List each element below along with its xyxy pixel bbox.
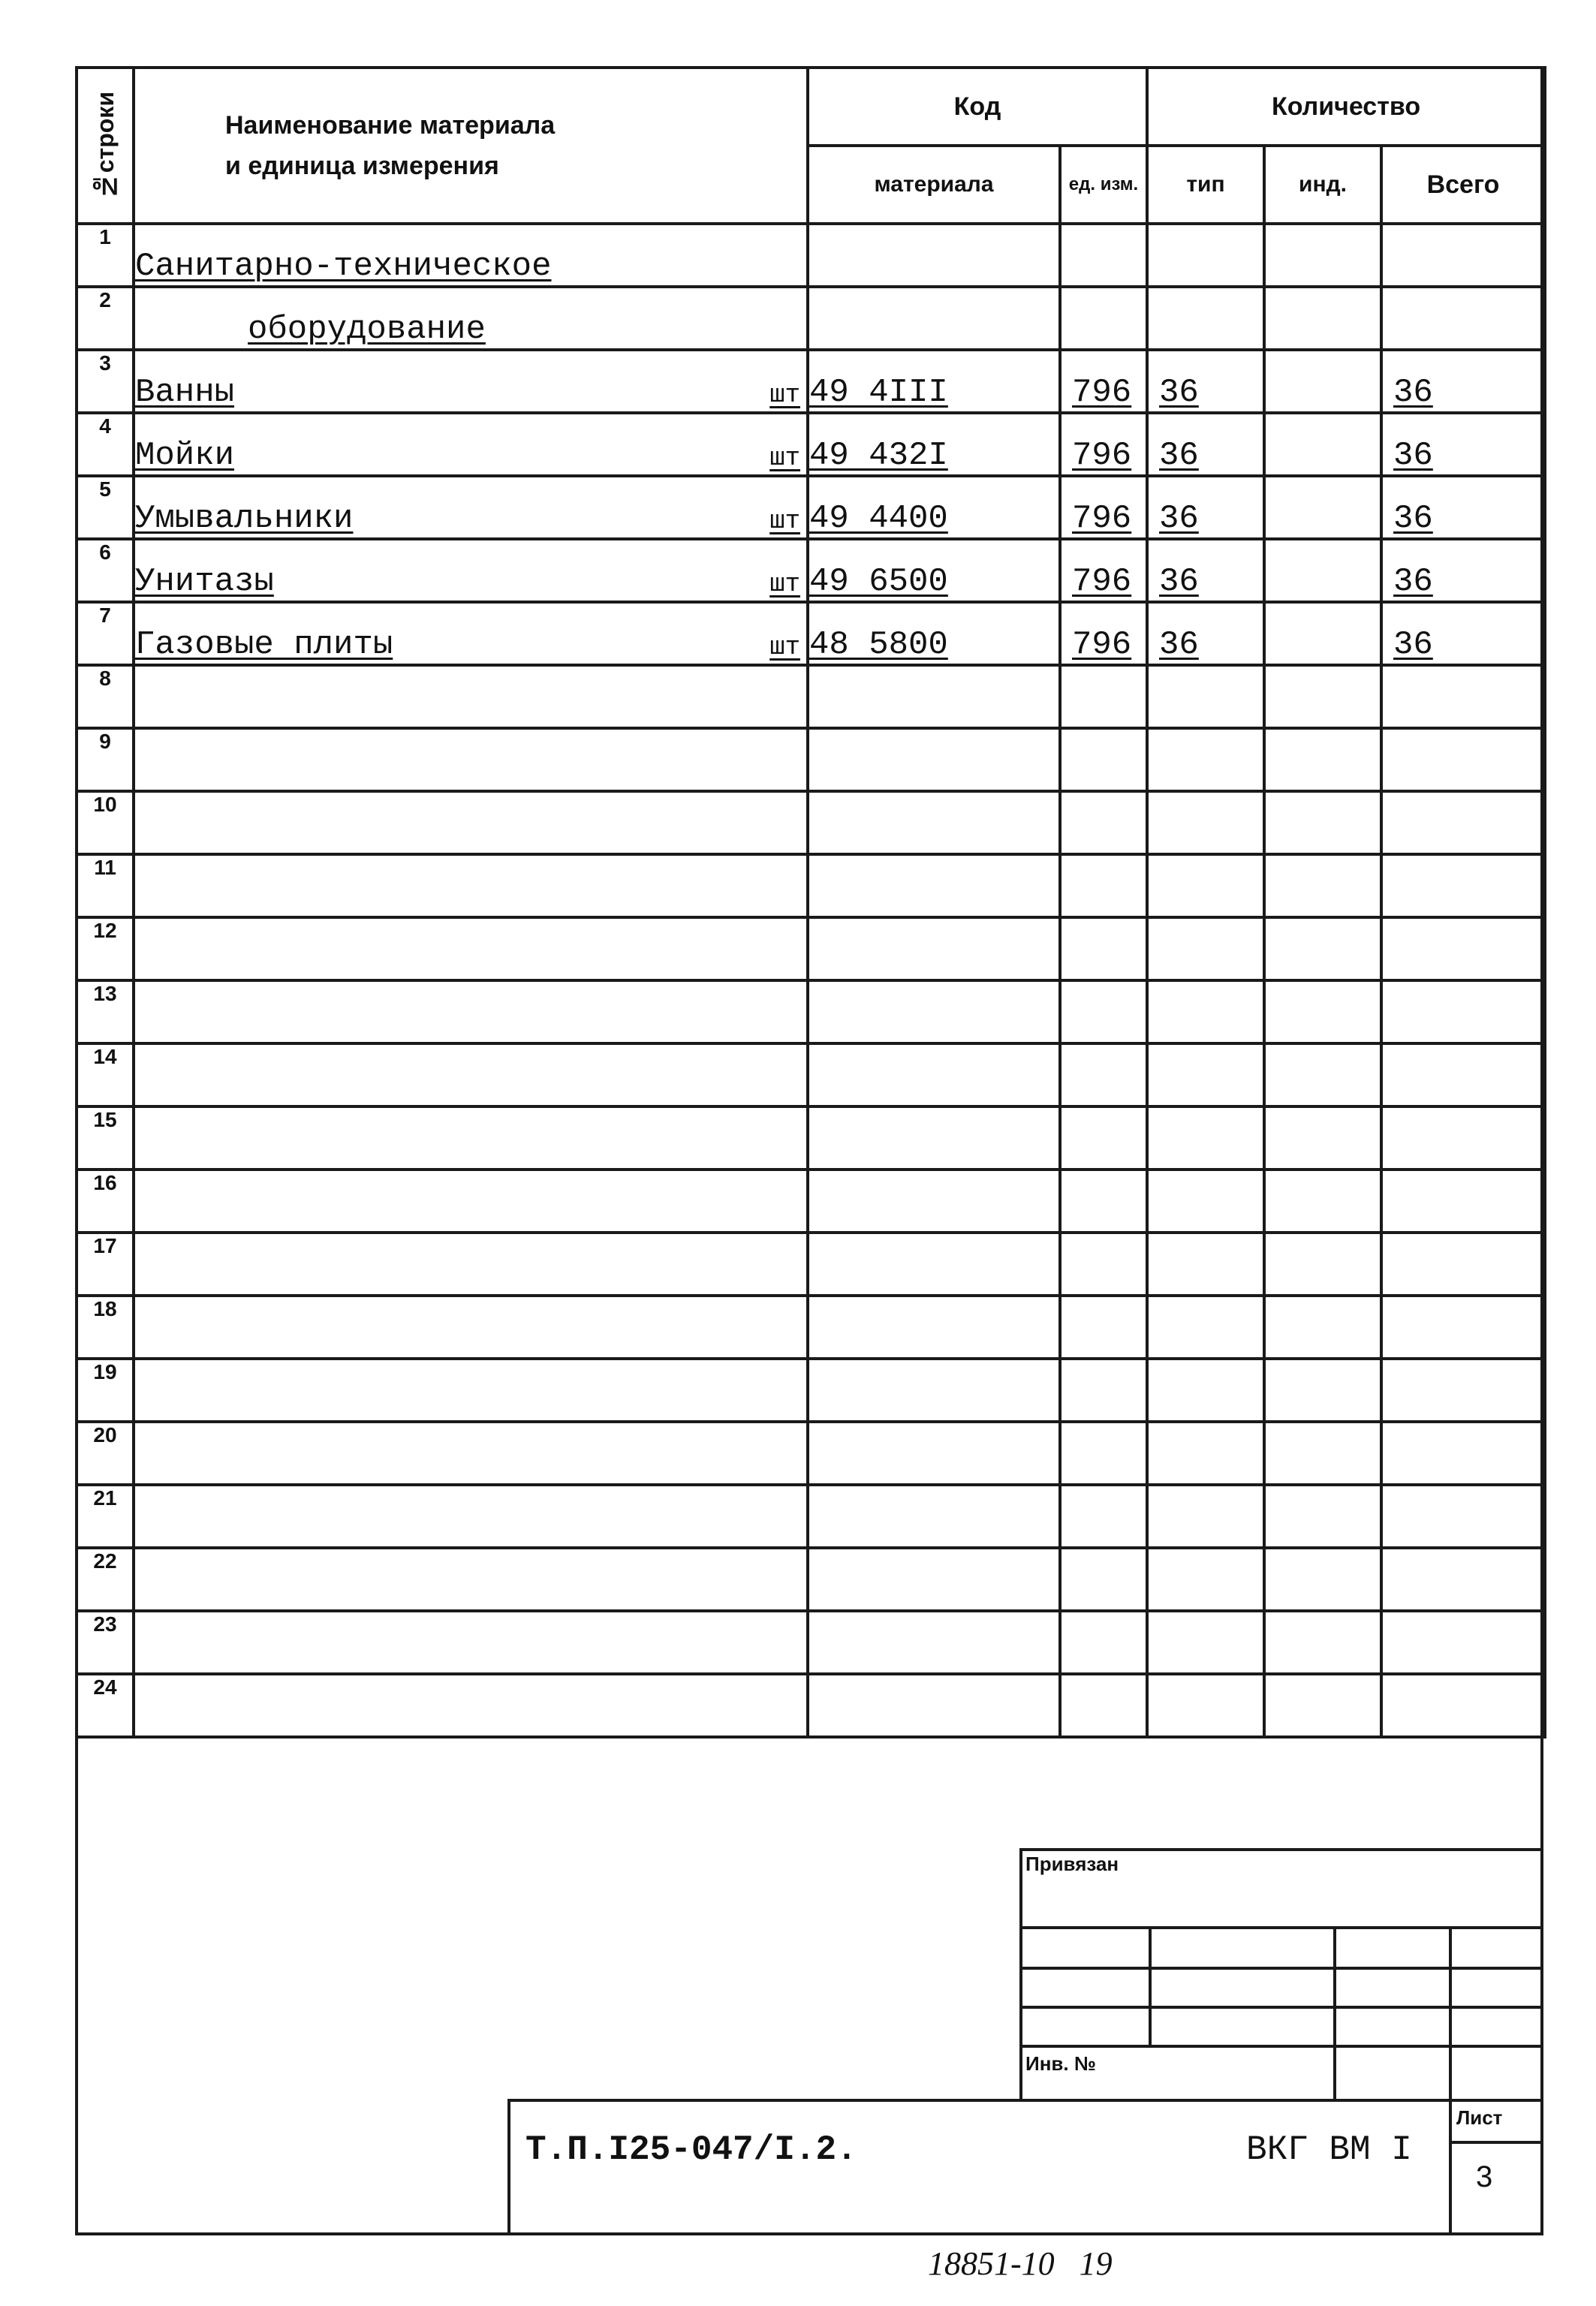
stamp-line <box>1019 1967 1543 1970</box>
material-code: 49 6500 <box>808 539 1060 602</box>
unit-of-measure: шт <box>769 634 800 662</box>
row-number: 21 <box>77 1485 134 1548</box>
name-header: Наименование материала и единица измерения <box>134 68 808 224</box>
archive-number: 18851-10 19 <box>928 2245 1113 2282</box>
material-code: 49 4400 <box>808 476 1060 539</box>
unit-code: 796 <box>1060 539 1147 602</box>
material-code: 49 4III <box>808 350 1060 413</box>
qty-total: 36 <box>1381 413 1545 476</box>
sheet-number: 3 <box>1476 2160 1493 2193</box>
row-number: 5 <box>77 476 134 539</box>
unit-code: 796 <box>1060 602 1147 665</box>
stamp-line <box>1019 1926 1543 1929</box>
unit-code: 796 <box>1060 476 1147 539</box>
row-number: 8 <box>77 665 134 728</box>
stamp-line <box>1333 1926 1336 2100</box>
row-number: 13 <box>77 980 134 1043</box>
material-name: Ванны <box>135 374 235 411</box>
qty-total: 36 <box>1381 602 1545 665</box>
material-name: оборудование <box>248 311 486 348</box>
row-number: 15 <box>77 1106 134 1170</box>
qty-type: 36 <box>1147 539 1264 602</box>
qty-type: 36 <box>1147 350 1264 413</box>
binding-stamp <box>1019 1848 1543 2102</box>
unit-of-measure: шт <box>769 381 800 410</box>
material-name: Умывальники <box>135 500 354 537</box>
unit-of-measure: шт <box>769 570 800 599</box>
qty-total: 36 <box>1381 350 1545 413</box>
type-header: тип <box>1147 146 1264 224</box>
row-number: 6 <box>77 539 134 602</box>
code-header: Код <box>808 68 1147 146</box>
material-name: Мойки <box>135 437 235 474</box>
row-number: 1 <box>77 224 134 287</box>
row-number: 22 <box>77 1548 134 1611</box>
qty-total: 36 <box>1381 476 1545 539</box>
row-number-header: №строки <box>77 68 134 224</box>
row-number: 19 <box>77 1359 134 1422</box>
title-block-divider <box>1449 2141 1543 2144</box>
document-code: Т.П.I25-047/I.2. <box>525 2130 857 2169</box>
material-code: 49 432I <box>808 413 1060 476</box>
row-number: 2 <box>77 287 134 350</box>
ind-header: инд. <box>1264 146 1381 224</box>
section-code: ВКГ ВМ I <box>1246 2130 1412 2169</box>
unit-of-measure: шт <box>769 507 800 536</box>
material-code: 48 5800 <box>808 602 1060 665</box>
stamp-line <box>1149 1926 1152 2046</box>
unit-code-header: ед. изм. <box>1060 146 1147 224</box>
total-header: Всего <box>1381 146 1545 224</box>
unit-code: 796 <box>1060 350 1147 413</box>
row-number: 10 <box>77 791 134 854</box>
row-number: 9 <box>77 728 134 791</box>
row-number: 18 <box>77 1296 134 1359</box>
row-number: 7 <box>77 602 134 665</box>
inventory-number-label: Инв. № <box>1025 2052 1096 2075</box>
row-number: 20 <box>77 1422 134 1485</box>
material-name: Санитарно-техническое <box>135 248 552 285</box>
quantity-header: Количество <box>1147 68 1545 146</box>
material-name: Газовые плиты <box>135 626 393 664</box>
binding-label: Привязан <box>1025 1853 1119 1875</box>
material-code-header: материала <box>808 146 1060 224</box>
material-name: Унитазы <box>135 563 274 601</box>
stamp-line <box>1019 2006 1543 2009</box>
unit-of-measure: шт <box>769 444 800 473</box>
qty-type: 36 <box>1147 602 1264 665</box>
row-number: 4 <box>77 413 134 476</box>
row-number: 16 <box>77 1170 134 1233</box>
row-number: 17 <box>77 1233 134 1296</box>
row-number: 12 <box>77 917 134 980</box>
row-number: 14 <box>77 1043 134 1106</box>
qty-total: 36 <box>1381 539 1545 602</box>
title-block-divider <box>1449 2099 1452 2235</box>
qty-type: 36 <box>1147 413 1264 476</box>
row-number: 3 <box>77 350 134 413</box>
stamp-line <box>1449 1926 1452 2100</box>
qty-type: 36 <box>1147 476 1264 539</box>
stamp-line <box>1019 2045 1543 2048</box>
sheet-label: Лист <box>1456 2106 1503 2129</box>
row-number: 11 <box>77 854 134 917</box>
row-number: 24 <box>77 1674 134 1737</box>
row-number: 23 <box>77 1611 134 1674</box>
unit-code: 796 <box>1060 413 1147 476</box>
